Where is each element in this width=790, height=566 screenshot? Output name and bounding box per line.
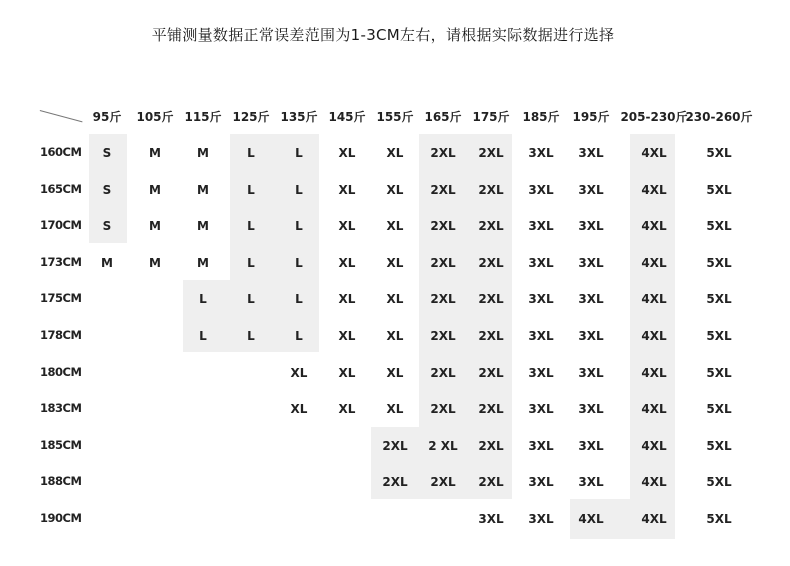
- size-cell: 3XL: [528, 475, 554, 490]
- size-cell: 3XL: [528, 365, 554, 380]
- size-cell: XL: [290, 402, 308, 417]
- size-cell: L: [247, 329, 255, 343]
- height-label: 180CM: [40, 364, 82, 379]
- size-cell: 4XL: [641, 182, 667, 197]
- size-cell: M: [197, 219, 209, 234]
- size-cell: XL: [338, 255, 356, 270]
- size-cell: XL: [290, 365, 308, 380]
- weight-header: 125斤: [232, 110, 270, 124]
- size-cell: 4XL: [641, 475, 667, 490]
- corner-diagonal: [40, 110, 83, 122]
- size-cell: 5XL: [706, 329, 732, 343]
- size-cell: 3XL: [528, 182, 554, 197]
- size-cell: 4XL: [578, 512, 604, 526]
- height-label: 173CM: [40, 254, 82, 269]
- size-cell: XL: [338, 182, 356, 197]
- size-cell: 4XL: [641, 146, 667, 160]
- size-cell: M: [149, 255, 161, 270]
- size-cell: 2XL: [478, 219, 504, 234]
- height-label: 185CM: [40, 437, 82, 452]
- size-cell: 3XL: [578, 255, 604, 270]
- size-cell: 2XL: [430, 475, 456, 490]
- size-cell: M: [149, 146, 161, 160]
- size-cell: 3XL: [528, 146, 554, 160]
- size-cell: L: [199, 329, 207, 343]
- size-cell: L: [247, 182, 255, 197]
- size-cell: XL: [386, 329, 404, 343]
- size-cell: S: [102, 219, 112, 234]
- size-cell: 2XL: [430, 182, 456, 197]
- height-label: 170CM: [40, 218, 82, 233]
- size-cell: 5XL: [706, 402, 732, 417]
- size-cell: L: [295, 182, 303, 197]
- size-cell: L: [247, 255, 255, 270]
- weight-header: 175斤: [472, 110, 510, 124]
- size-cell: 4XL: [641, 292, 667, 307]
- size-cell: L: [295, 292, 303, 307]
- size-cell: 3XL: [578, 402, 604, 417]
- size-cell: 2XL: [430, 219, 456, 234]
- height-label: 188CM: [40, 474, 82, 489]
- height-label: 165CM: [40, 181, 82, 196]
- size-cell: 4XL: [641, 438, 667, 453]
- size-cell: L: [295, 146, 303, 160]
- size-cell: 5XL: [706, 475, 732, 490]
- size-cell: 5XL: [706, 365, 732, 380]
- size-cell: XL: [386, 146, 404, 160]
- weight-header: 95斤: [92, 110, 122, 124]
- size-cell: 2XL: [478, 292, 504, 307]
- size-cell: 3XL: [528, 329, 554, 343]
- size-cell: 4XL: [641, 365, 667, 380]
- weight-header: 145斤: [328, 110, 366, 124]
- size-chart-note: 平铺测量数据正常误差范围为1-3CM左右，请根据实际数据进行选择: [151, 26, 615, 44]
- weight-header: 105斤: [136, 110, 174, 124]
- height-label: 178CM: [40, 328, 82, 342]
- size-cell: 2XL: [478, 182, 504, 197]
- shade-2xl-band-upper: [419, 134, 512, 427]
- size-cell: 4XL: [641, 402, 667, 417]
- size-cell: 2XL: [478, 438, 504, 453]
- size-cell: 5XL: [706, 292, 732, 307]
- size-cell: 2XL: [430, 255, 456, 270]
- size-cell: M: [197, 255, 209, 270]
- size-cell: XL: [338, 219, 356, 234]
- size-cell: 2XL: [478, 329, 504, 343]
- weight-header: 165斤: [424, 110, 462, 124]
- height-label: 183CM: [40, 401, 82, 416]
- size-cell: L: [247, 146, 255, 160]
- size-cell: XL: [338, 329, 356, 343]
- size-cell: 2XL: [478, 402, 504, 417]
- size-cell: XL: [386, 402, 404, 417]
- size-cell: 5XL: [706, 182, 732, 197]
- size-cell: 5XL: [706, 219, 732, 234]
- size-cell: 3XL: [578, 475, 604, 490]
- size-cell: 5XL: [706, 512, 732, 526]
- size-cell: L: [295, 255, 303, 270]
- size-cell: 3XL: [528, 255, 554, 270]
- size-cell: 2 XL: [428, 438, 458, 453]
- size-cell: XL: [386, 365, 404, 380]
- size-cell: XL: [338, 402, 356, 417]
- size-cell: 2XL: [478, 255, 504, 270]
- size-cell: M: [101, 255, 113, 270]
- height-label: 175CM: [40, 291, 82, 306]
- weight-header: 195斤: [572, 110, 610, 124]
- size-cell: 2XL: [430, 292, 456, 307]
- size-cell: XL: [386, 219, 404, 234]
- size-cell: XL: [386, 182, 404, 197]
- weight-header: 205-230斤: [620, 110, 688, 124]
- weight-header: 185斤: [522, 110, 560, 124]
- size-cell: 3XL: [528, 292, 554, 307]
- size-cell: M: [149, 219, 161, 234]
- size-cell: 3XL: [578, 292, 604, 307]
- size-cell: M: [197, 182, 209, 197]
- size-cell: 2XL: [430, 402, 456, 417]
- size-cell: 4XL: [641, 255, 667, 270]
- size-cell: XL: [386, 292, 404, 307]
- size-cell: 2XL: [478, 146, 504, 160]
- size-cell: L: [247, 219, 255, 234]
- weight-header: 155斤: [376, 110, 414, 124]
- size-cell: 2XL: [382, 438, 408, 453]
- weight-header: 135斤: [280, 110, 318, 124]
- size-cell: 3XL: [578, 438, 604, 453]
- size-cell: 2XL: [478, 475, 504, 490]
- size-cell: 3XL: [478, 512, 504, 526]
- height-label: 160CM: [40, 145, 82, 159]
- size-cell: 3XL: [578, 146, 604, 160]
- size-cell: M: [149, 182, 161, 197]
- size-cell: 5XL: [706, 438, 732, 453]
- size-cell: L: [247, 292, 255, 307]
- size-cell: M: [197, 146, 209, 160]
- size-cell: 3XL: [528, 402, 554, 417]
- size-cell: XL: [386, 255, 404, 270]
- size-cell: 2XL: [430, 365, 456, 380]
- size-cell: 2XL: [430, 146, 456, 160]
- size-cell: 5XL: [706, 146, 732, 160]
- weight-header: 115斤: [184, 110, 222, 124]
- size-cell: XL: [338, 292, 356, 307]
- size-cell: 3XL: [578, 365, 604, 380]
- size-cell: 2XL: [430, 329, 456, 343]
- shade-l-band-upper: [230, 134, 319, 280]
- size-cell: 4XL: [641, 219, 667, 234]
- height-label: 190CM: [40, 511, 82, 525]
- size-cell: S: [102, 182, 112, 197]
- size-cell: S: [102, 146, 112, 160]
- size-cell: 3XL: [528, 512, 554, 526]
- weight-header: 230-260斤: [685, 110, 753, 124]
- size-cell: L: [295, 329, 303, 343]
- size-cell: 3XL: [578, 219, 604, 234]
- size-cell: 4XL: [641, 329, 667, 343]
- size-cell: 3XL: [528, 219, 554, 234]
- size-cell: XL: [338, 365, 356, 380]
- size-cell: L: [295, 219, 303, 234]
- size-cell: 3XL: [578, 329, 604, 343]
- size-cell: 3XL: [578, 182, 604, 197]
- size-cell: 2XL: [478, 365, 504, 380]
- size-cell: L: [199, 292, 207, 307]
- size-cell: 5XL: [706, 255, 732, 270]
- size-cell: 4XL: [641, 512, 667, 526]
- size-cell: 2XL: [382, 475, 408, 490]
- size-cell: XL: [338, 146, 356, 160]
- size-cell: 3XL: [528, 438, 554, 453]
